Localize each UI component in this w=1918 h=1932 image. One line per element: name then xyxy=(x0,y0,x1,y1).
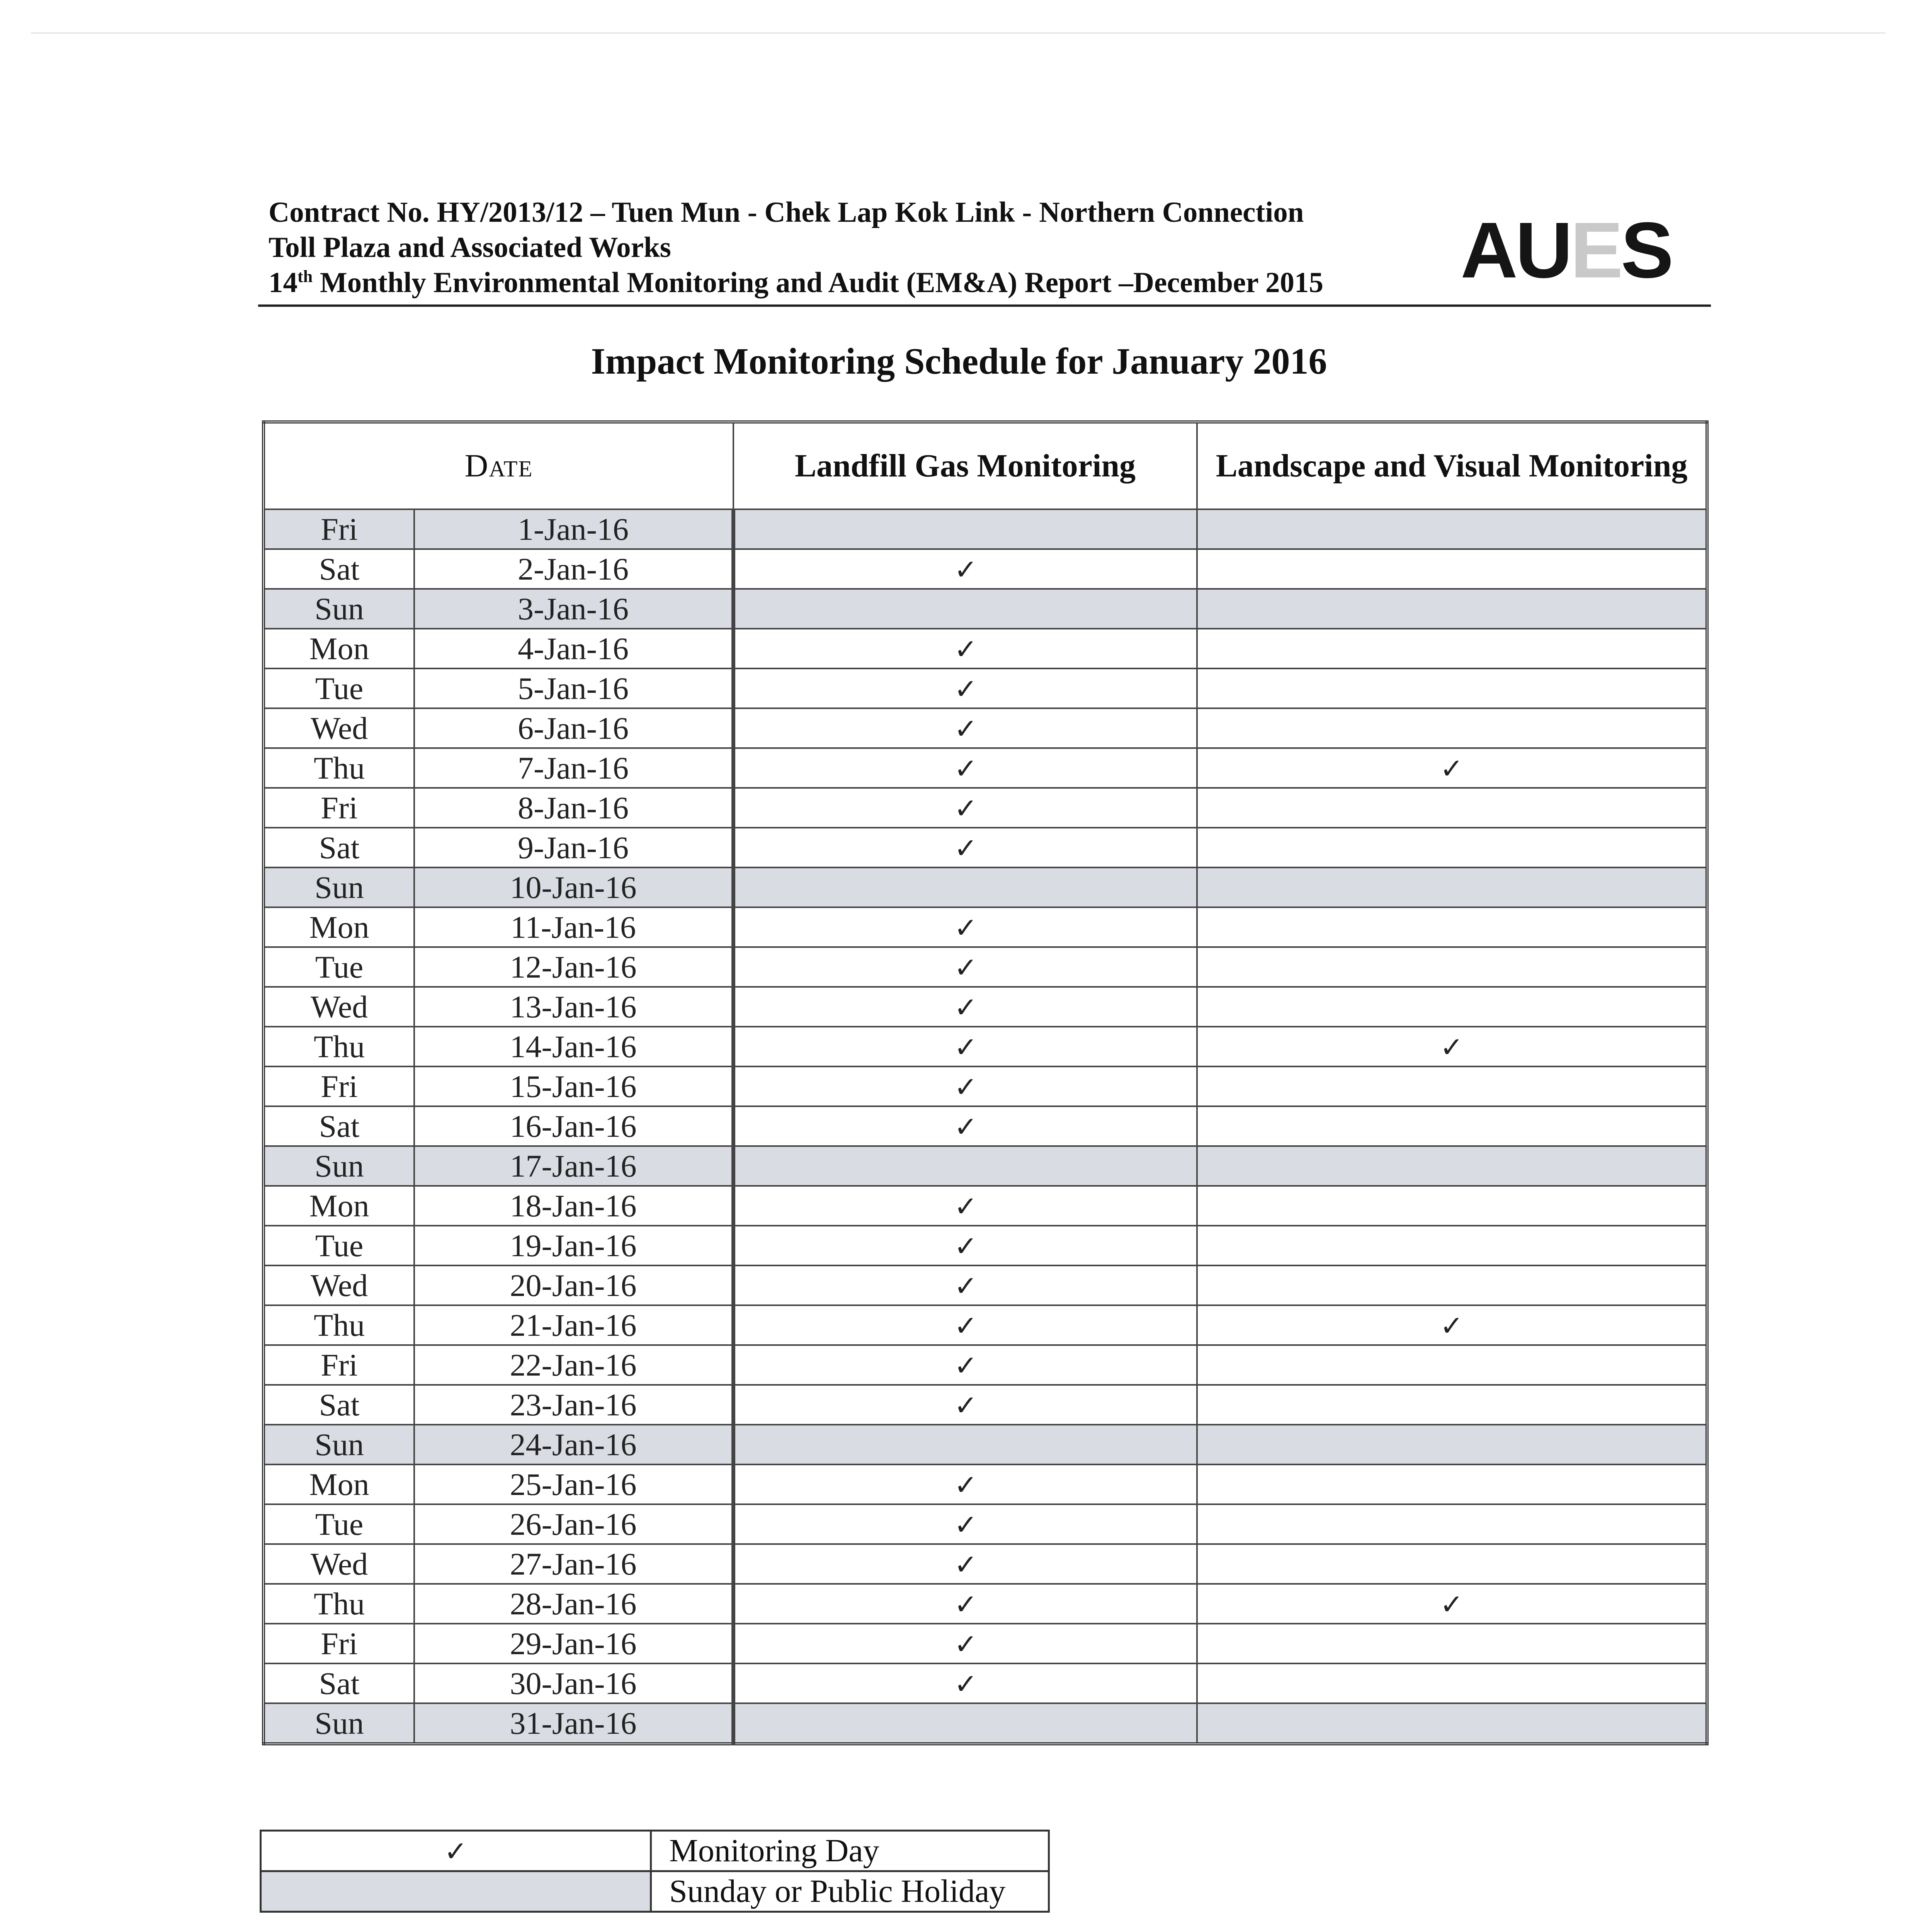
date-cell: 14-Jan-16 xyxy=(414,1027,733,1066)
landfill-gas-cell xyxy=(733,867,1197,907)
date-cell: 17-Jan-16 xyxy=(414,1146,733,1186)
date-cell: 22-Jan-16 xyxy=(414,1345,733,1385)
check-icon: ✓ xyxy=(954,1070,978,1103)
landscape-visual-cell xyxy=(1197,1504,1707,1544)
table-row xyxy=(264,1146,1707,1186)
landfill-gas-cell xyxy=(733,1146,1197,1186)
table-row xyxy=(264,1066,1707,1106)
landfill-gas-cell xyxy=(733,1305,1197,1345)
check-icon: ✓ xyxy=(954,1588,978,1621)
date-cell: 10-Jan-16 xyxy=(414,867,733,907)
table-row xyxy=(264,987,1707,1027)
table-header-row xyxy=(264,422,1707,509)
landscape-visual-cell xyxy=(1197,987,1707,1027)
landscape-visual-cell xyxy=(1197,509,1707,549)
check-icon: ✓ xyxy=(1440,1588,1464,1621)
report-number-suffix: th xyxy=(298,267,313,286)
day-cell: Fri xyxy=(264,1624,414,1663)
check-icon: ✓ xyxy=(954,911,978,944)
date-cell: 13-Jan-16 xyxy=(414,987,733,1027)
landscape-visual-cell xyxy=(1197,1305,1707,1345)
check-icon: ✓ xyxy=(954,1548,978,1581)
legend-row-holiday xyxy=(261,1871,1049,1912)
table-row xyxy=(264,549,1707,589)
check-icon: ✓ xyxy=(954,752,978,785)
landfill-gas-cell xyxy=(733,788,1197,828)
landfill-gas-cell xyxy=(733,1027,1197,1066)
date-cell: 26-Jan-16 xyxy=(414,1504,733,1544)
schedule-table xyxy=(262,420,1709,1745)
day-cell: Sat xyxy=(264,1663,414,1703)
day-cell: Mon xyxy=(264,1464,414,1504)
landfill-gas-column-header: Landfill Gas Monitoring xyxy=(733,422,1197,509)
date-cell: 1-Jan-16 xyxy=(414,509,733,549)
check-icon: ✓ xyxy=(954,1031,978,1063)
landfill-gas-cell xyxy=(733,629,1197,668)
date-cell: 18-Jan-16 xyxy=(414,1186,733,1226)
day-cell: Sun xyxy=(264,1703,414,1744)
check-icon: ✓ xyxy=(954,991,978,1024)
header-rule xyxy=(258,304,1711,307)
day-cell: Fri xyxy=(264,788,414,828)
day-cell: Mon xyxy=(264,907,414,947)
table-row xyxy=(264,1703,1707,1744)
table-row xyxy=(264,1305,1707,1345)
landscape-visual-cell xyxy=(1197,947,1707,987)
table-row xyxy=(264,1624,1707,1663)
landscape-visual-cell xyxy=(1197,867,1707,907)
landfill-gas-cell xyxy=(733,1265,1197,1305)
landfill-gas-cell xyxy=(733,1385,1197,1425)
landscape-visual-cell xyxy=(1197,549,1707,589)
table-row xyxy=(264,1544,1707,1584)
table-row xyxy=(264,788,1707,828)
landfill-gas-cell xyxy=(733,947,1197,987)
day-cell: Sun xyxy=(264,589,414,629)
check-icon: ✓ xyxy=(954,553,978,586)
landscape-visual-cell xyxy=(1197,629,1707,668)
day-cell: Fri xyxy=(264,1345,414,1385)
day-cell: Mon xyxy=(264,629,414,668)
landscape-visual-cell xyxy=(1197,1703,1707,1744)
check-icon: ✓ xyxy=(954,1349,978,1382)
landscape-visual-cell xyxy=(1197,589,1707,629)
landscape-visual-cell xyxy=(1197,1544,1707,1584)
legend-row-monitoring xyxy=(261,1831,1049,1871)
landscape-visual-cell xyxy=(1197,1464,1707,1504)
landscape-visual-cell xyxy=(1197,828,1707,867)
table-row xyxy=(264,1385,1707,1425)
landfill-gas-cell xyxy=(733,1186,1197,1226)
day-cell: Sat xyxy=(264,549,414,589)
day-cell: Wed xyxy=(264,708,414,748)
landfill-gas-cell xyxy=(733,987,1197,1027)
check-icon: ✓ xyxy=(954,1468,978,1501)
landfill-gas-cell xyxy=(733,1544,1197,1584)
check-icon: ✓ xyxy=(954,633,978,665)
logo-letter-s: S xyxy=(1620,206,1671,294)
landfill-gas-cell xyxy=(733,1584,1197,1624)
landscape-visual-column-header: Landscape and Visual Monitoring xyxy=(1197,422,1707,509)
landfill-gas-cell xyxy=(733,1703,1197,1744)
date-cell: 5-Jan-16 xyxy=(414,668,733,708)
day-cell: Fri xyxy=(264,509,414,549)
landscape-visual-cell xyxy=(1197,1066,1707,1106)
check-icon: ✓ xyxy=(954,1190,978,1223)
table-row xyxy=(264,1425,1707,1464)
check-icon: ✓ xyxy=(954,792,978,825)
date-cell: 11-Jan-16 xyxy=(414,907,733,947)
day-cell: Thu xyxy=(264,1027,414,1066)
landscape-visual-cell xyxy=(1197,1027,1707,1066)
landfill-gas-cell xyxy=(733,1066,1197,1106)
check-icon: ✓ xyxy=(954,1667,978,1700)
legend-label-monitoring: Monitoring Day xyxy=(651,1831,1049,1871)
landfill-gas-cell xyxy=(733,589,1197,629)
landscape-visual-cell xyxy=(1197,748,1707,788)
landscape-visual-cell xyxy=(1197,708,1707,748)
landfill-gas-cell xyxy=(733,509,1197,549)
day-cell: Sat xyxy=(264,828,414,867)
day-cell: Tue xyxy=(264,1226,414,1265)
table-row xyxy=(264,867,1707,907)
date-cell: 20-Jan-16 xyxy=(414,1265,733,1305)
header-works-line: Toll Plaza and Associated Works xyxy=(269,231,671,264)
landfill-gas-cell xyxy=(733,748,1197,788)
date-cell: 12-Jan-16 xyxy=(414,947,733,987)
report-title: Monthly Environmental Monitoring and Audit (EM&A) Report –December 2015 xyxy=(313,267,1324,299)
table-row xyxy=(264,509,1707,549)
check-icon: ✓ xyxy=(1440,752,1464,785)
landscape-visual-cell xyxy=(1197,1624,1707,1663)
date-cell: 31-Jan-16 xyxy=(414,1703,733,1744)
landfill-gas-cell xyxy=(733,1425,1197,1464)
day-cell: Sun xyxy=(264,1146,414,1186)
date-cell: 30-Jan-16 xyxy=(414,1663,733,1703)
day-cell: Wed xyxy=(264,987,414,1027)
date-cell: 28-Jan-16 xyxy=(414,1584,733,1624)
landfill-gas-cell xyxy=(733,1106,1197,1146)
check-icon: ✓ xyxy=(954,672,978,705)
table-row xyxy=(264,629,1707,668)
check-icon: ✓ xyxy=(954,1269,978,1302)
landfill-gas-cell xyxy=(733,1663,1197,1703)
day-cell: Sun xyxy=(264,867,414,907)
day-cell: Fri xyxy=(264,1066,414,1106)
date-cell: 2-Jan-16 xyxy=(414,549,733,589)
date-cell: 6-Jan-16 xyxy=(414,708,733,748)
header-report-line xyxy=(269,265,1323,300)
date-cell: 29-Jan-16 xyxy=(414,1624,733,1663)
date-cell: 21-Jan-16 xyxy=(414,1305,733,1345)
table-row xyxy=(264,947,1707,987)
table-row xyxy=(264,828,1707,867)
legend-table xyxy=(260,1830,1050,1913)
check-icon: ✓ xyxy=(954,1508,978,1541)
day-cell: Thu xyxy=(264,1584,414,1624)
header-contract-line: Contract No. HY/2013/12 – Tuen Mun - Chek Lap Kok Link - Northern Connection xyxy=(269,196,1304,228)
date-cell: 8-Jan-16 xyxy=(414,788,733,828)
schedule-table-body xyxy=(264,509,1707,1744)
landfill-gas-cell xyxy=(733,1464,1197,1504)
landscape-visual-cell xyxy=(1197,907,1707,947)
landfill-gas-cell xyxy=(733,1504,1197,1544)
table-row xyxy=(264,907,1707,947)
landscape-visual-cell xyxy=(1197,1425,1707,1464)
landscape-visual-cell xyxy=(1197,1345,1707,1385)
landfill-gas-cell xyxy=(733,1226,1197,1265)
date-cell: 3-Jan-16 xyxy=(414,589,733,629)
scan-edge-line xyxy=(31,32,1886,34)
landfill-gas-cell xyxy=(733,1345,1197,1385)
landscape-visual-cell xyxy=(1197,1584,1707,1624)
table-row xyxy=(264,1027,1707,1066)
table-row xyxy=(264,1265,1707,1305)
day-cell: Tue xyxy=(264,668,414,708)
date-cell: 19-Jan-16 xyxy=(414,1226,733,1265)
day-cell: Sun xyxy=(264,1425,414,1464)
table-row xyxy=(264,1106,1707,1146)
check-icon: ✓ xyxy=(954,1110,978,1143)
landscape-visual-cell xyxy=(1197,1186,1707,1226)
legend-label-holiday: Sunday or Public Holiday xyxy=(651,1871,1049,1912)
table-row xyxy=(264,668,1707,708)
day-cell: Wed xyxy=(264,1544,414,1584)
day-cell: Sat xyxy=(264,1385,414,1425)
table-row xyxy=(264,1663,1707,1703)
date-cell: 7-Jan-16 xyxy=(414,748,733,788)
day-cell: Tue xyxy=(264,947,414,987)
day-cell: Thu xyxy=(264,1305,414,1345)
date-cell: 24-Jan-16 xyxy=(414,1425,733,1464)
date-cell: 27-Jan-16 xyxy=(414,1544,733,1584)
landscape-visual-cell xyxy=(1197,668,1707,708)
table-row xyxy=(264,1226,1707,1265)
check-icon: ✓ xyxy=(954,1309,978,1342)
logo-letters-au: AU xyxy=(1461,206,1571,294)
check-icon: ✓ xyxy=(954,951,978,984)
landscape-visual-cell xyxy=(1197,1146,1707,1186)
table-row xyxy=(264,708,1707,748)
logo-letter-e: E xyxy=(1570,206,1621,294)
date-cell: 23-Jan-16 xyxy=(414,1385,733,1425)
landscape-visual-cell xyxy=(1197,1226,1707,1265)
landfill-gas-cell xyxy=(733,828,1197,867)
table-row xyxy=(264,1186,1707,1226)
landfill-gas-cell xyxy=(733,708,1197,748)
table-row xyxy=(264,1345,1707,1385)
day-cell: Tue xyxy=(264,1504,414,1544)
date-cell: 25-Jan-16 xyxy=(414,1464,733,1504)
landscape-visual-cell xyxy=(1197,1663,1707,1703)
check-icon: ✓ xyxy=(954,1230,978,1262)
landfill-gas-cell xyxy=(733,907,1197,947)
check-icon: ✓ xyxy=(954,1389,978,1422)
date-cell: 4-Jan-16 xyxy=(414,629,733,668)
day-cell: Wed xyxy=(264,1265,414,1305)
legend-tick-symbol xyxy=(261,1831,651,1871)
table-row xyxy=(264,1464,1707,1504)
table-row xyxy=(264,748,1707,788)
landfill-gas-cell xyxy=(733,549,1197,589)
table-row xyxy=(264,1584,1707,1624)
landfill-gas-cell xyxy=(733,668,1197,708)
report-number: 14 xyxy=(269,267,298,299)
aues-logo xyxy=(1461,206,1671,294)
date-cell: 15-Jan-16 xyxy=(414,1066,733,1106)
landfill-gas-cell xyxy=(733,1624,1197,1663)
check-icon: ✓ xyxy=(954,832,978,864)
day-cell: Sat xyxy=(264,1106,414,1146)
page-title: Impact Monitoring Schedule for January 2016 xyxy=(591,340,1327,382)
legend-shade-swatch xyxy=(261,1871,651,1912)
check-icon: ✓ xyxy=(1440,1309,1464,1342)
day-cell: Mon xyxy=(264,1186,414,1226)
check-icon: ✓ xyxy=(954,1628,978,1660)
date-column-header: Date xyxy=(264,422,733,509)
landscape-visual-cell xyxy=(1197,1385,1707,1425)
check-icon: ✓ xyxy=(444,1835,468,1867)
table-row xyxy=(264,1504,1707,1544)
landscape-visual-cell xyxy=(1197,788,1707,828)
date-cell: 16-Jan-16 xyxy=(414,1106,733,1146)
day-cell: Thu xyxy=(264,748,414,788)
check-icon: ✓ xyxy=(1440,1031,1464,1063)
table-row xyxy=(264,589,1707,629)
landscape-visual-cell xyxy=(1197,1265,1707,1305)
landscape-visual-cell xyxy=(1197,1106,1707,1146)
date-cell: 9-Jan-16 xyxy=(414,828,733,867)
check-icon: ✓ xyxy=(954,712,978,745)
